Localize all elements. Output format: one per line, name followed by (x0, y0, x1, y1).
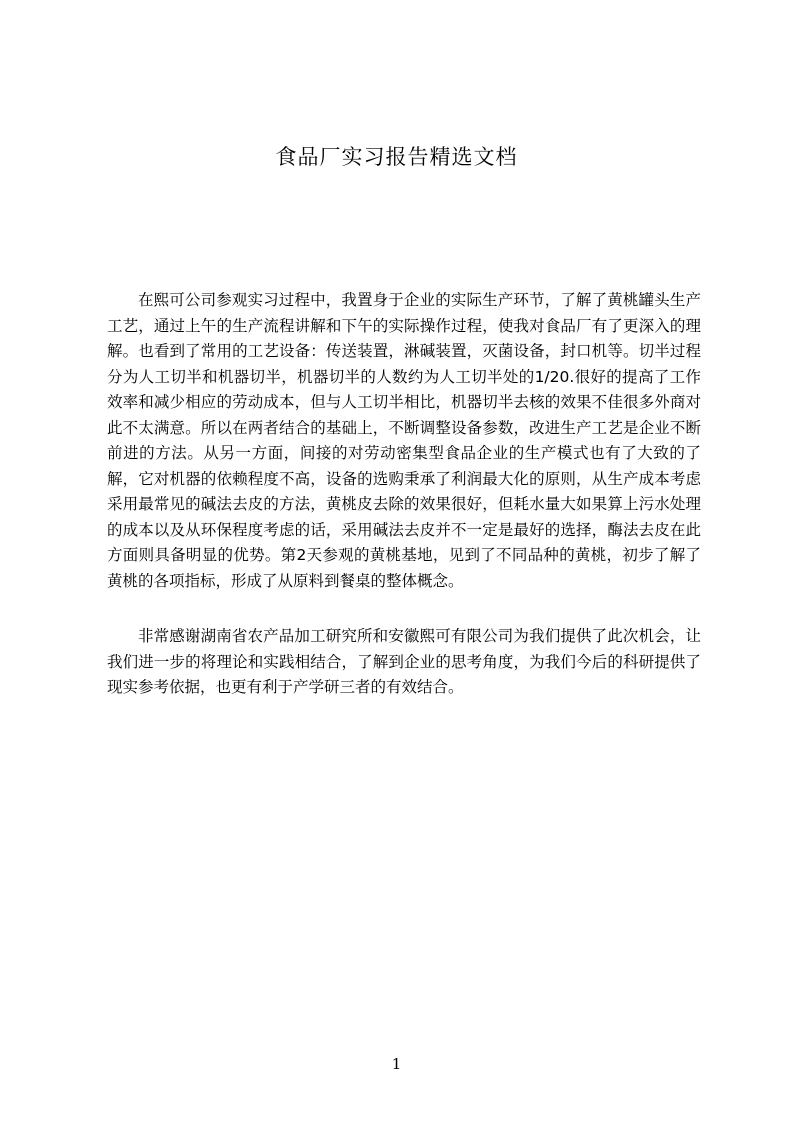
body-paragraph-1-container (107, 288, 701, 594)
body-paragraph: 非常感谢湖南省农产品加工研究所和安徽熙可有限公司为我们提供了此次机会，让我们进一步的将理论和实践相结合，了解到企业的思考角度，为我们今后的科研提供了现实参考依据，也更有利于产学研三者的有效结合。 (107, 627, 701, 696)
body-paragraph-2-container (107, 624, 701, 701)
page-number: 1 (391, 1055, 402, 1073)
document-title: 食品厂实习报告精选文档 (275, 145, 518, 169)
body-paragraph: 在熙可公司参观实习过程中，我置身于企业的实际生产环节，了解了黄桃罐头生产工艺，通过上午的生产流程讲解和下午的实际操作过程，使我对食品厂有了更深入的理解。也看到了常用的工艺设备：传送装置，淋碱装置，灭菌设备，封口机等。切半过程分为人工切半和机器切半，机器切半的人数约为人工切半处的1/20.很好的提高了工作效率和减少相应的劳动成本，但与人工切半相比，机器切半去核的效果不佳很多外商对此不太满意。所以在两者结合的基础上，不断调整设备参数，改进生产工艺是企业不断前进的方法。从另一方面，间接的对劳动密集型食品企业的生产模式也有了大致的了解，它对机器的依赖程度不高，设备的选购秉承了利润最大化的原则，从生产成本考虑采用最常见的碱法去皮的方法，黄桃皮去除的效果很好，但耗水量大如果算上污水处理的成本以及从环保程度考虑的话，采用碱法去皮并不一定是最好的选择，酶法去皮在此方面则具备明显的优势。第2天参观的黄桃基地，见到了不同品种的黄桃，初步了解了黄桃的各项指标，形成了从原料到餐桌的整体概念。 (107, 291, 701, 590)
